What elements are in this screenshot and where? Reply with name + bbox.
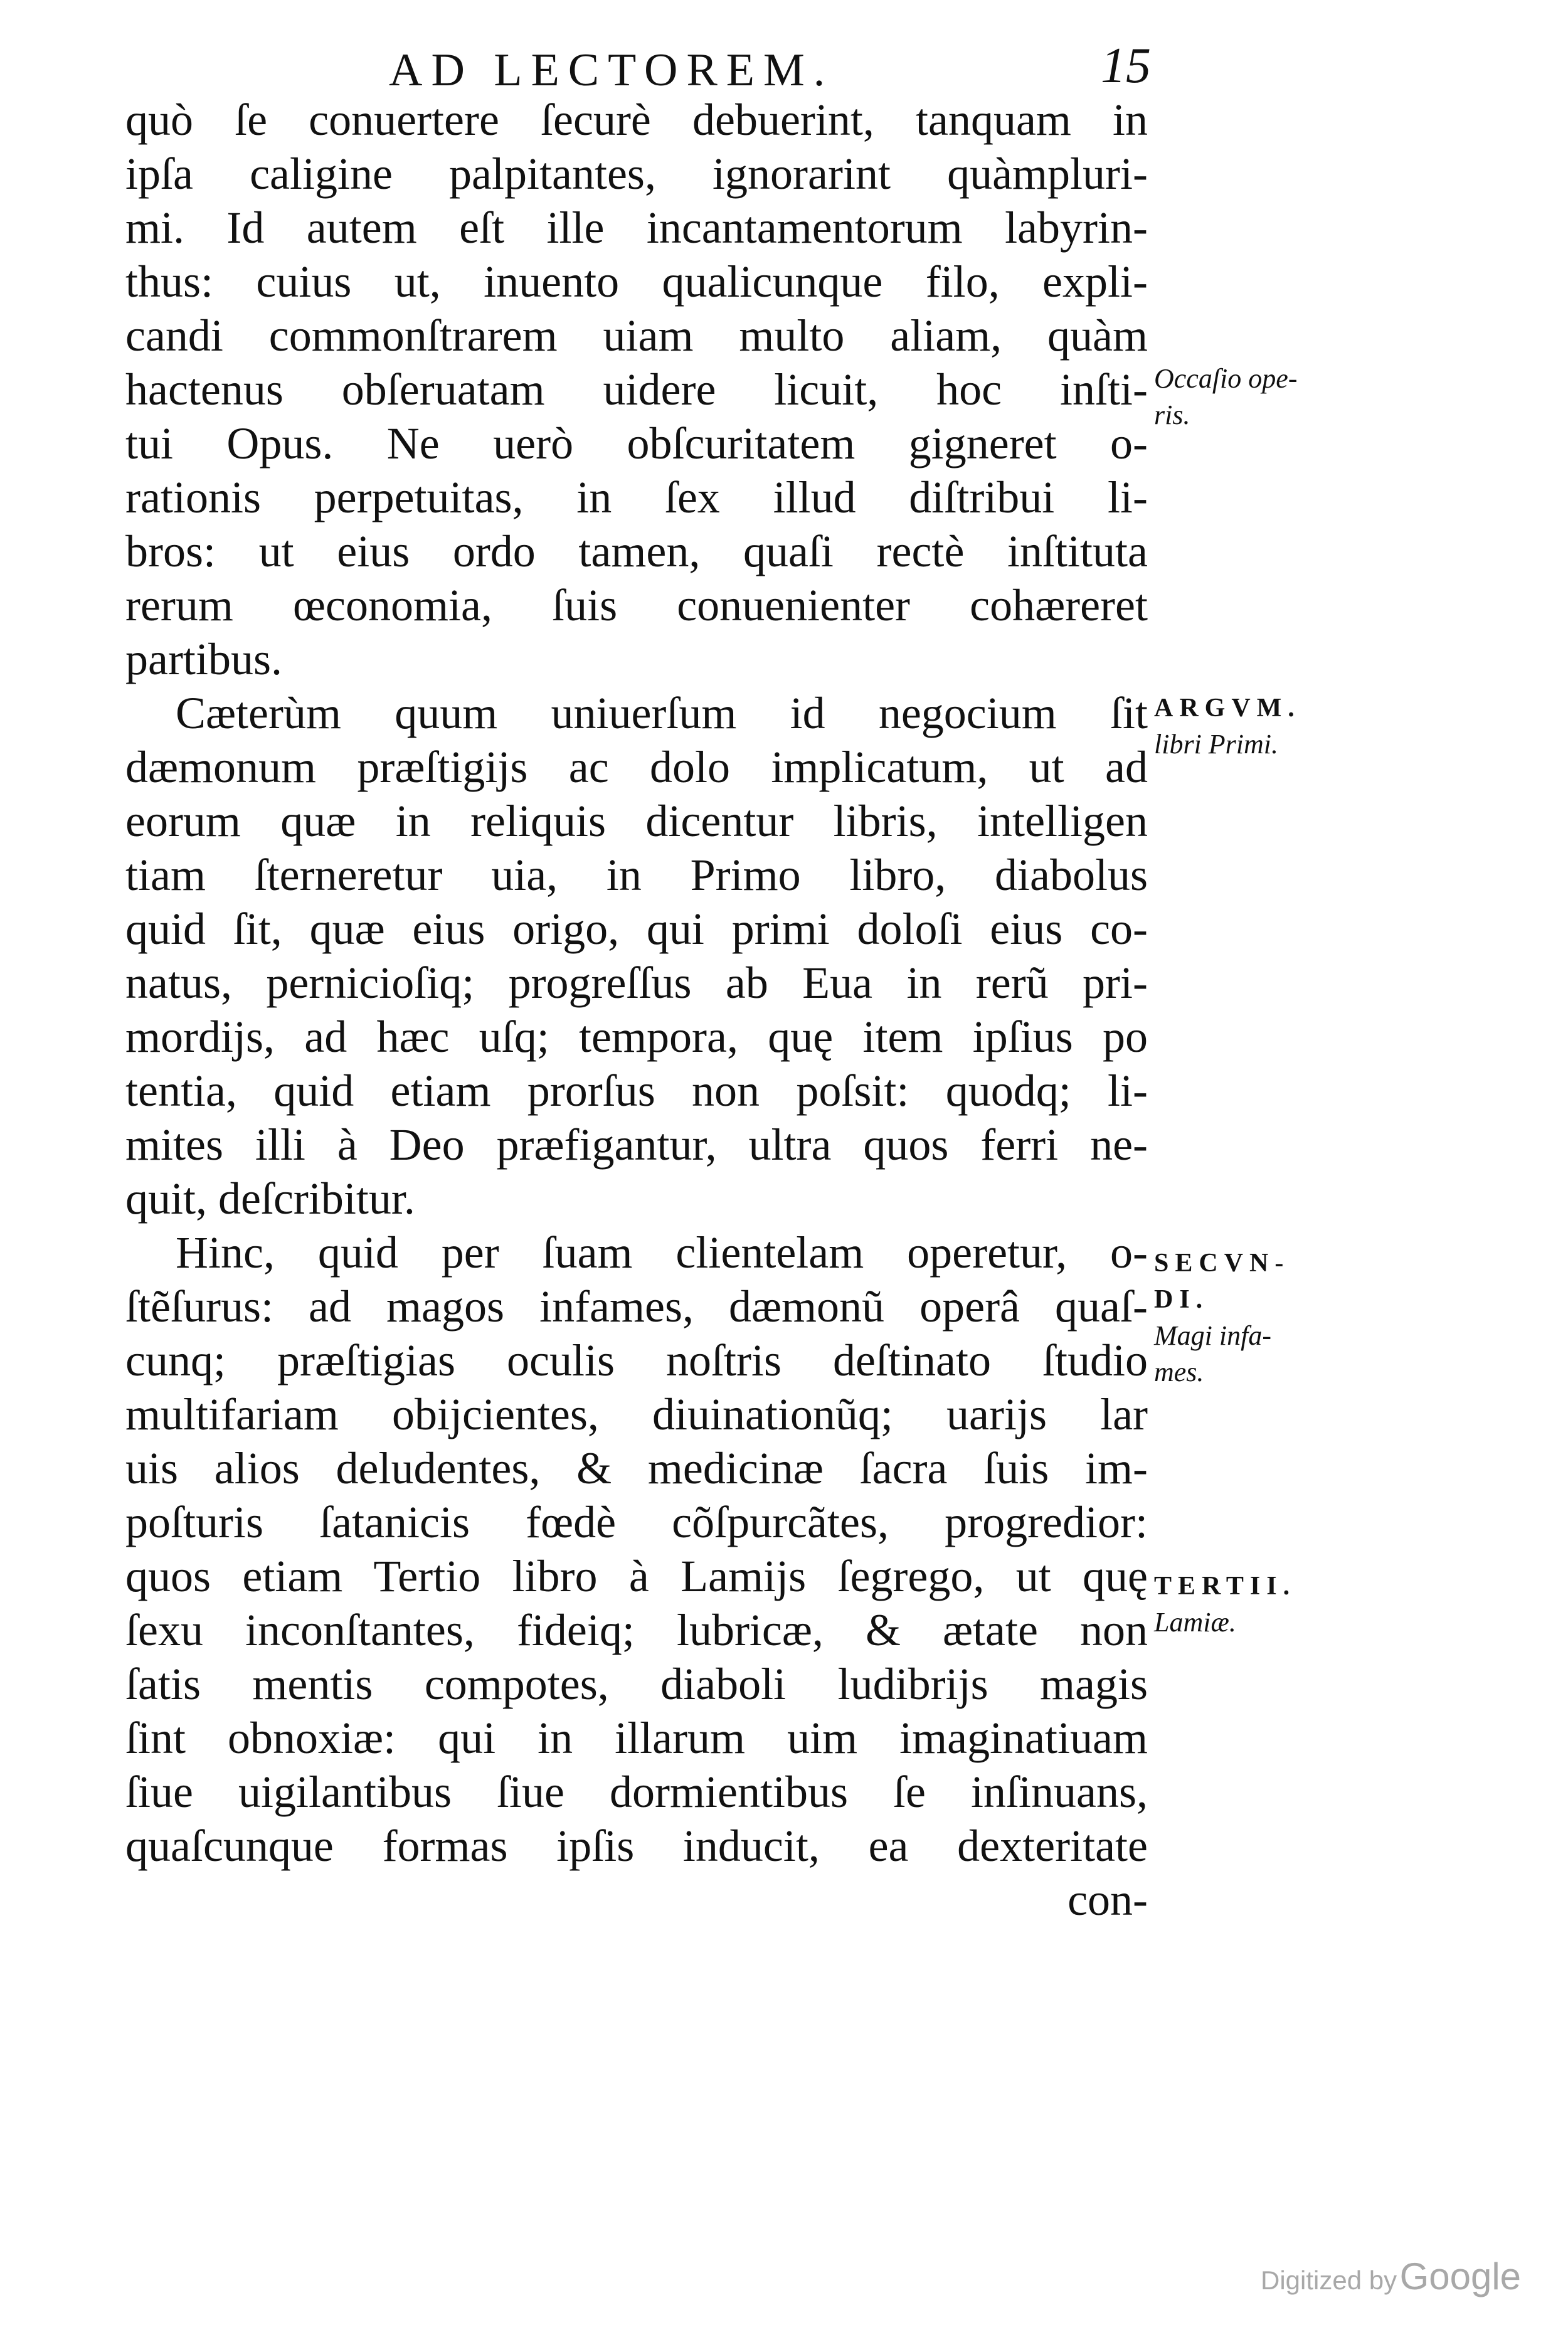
margin-note-occasio [1154, 361, 1342, 433]
margin-note-line: libri Primi. [1154, 729, 1279, 760]
text-line: mites illi à Deo præfigantur, ultra quos ferri ne- [125, 1120, 1148, 1170]
text-line: Cæterùm quum uniuerſum id negocium ſit [176, 688, 1148, 738]
text-line: bros: ut eius ordo tamen, quaſi rectè inſtituta [125, 526, 1148, 576]
text-line: quid ſit, quæ eius origo, qui primi doloſi eius co- [125, 904, 1148, 954]
text-line: ſatis mentis compotes, diaboli ludibrijs magis [125, 1659, 1148, 1709]
text-line: partibus. [125, 634, 282, 684]
text-line: quos etiam Tertio libro à Lamijs ſegrego, ut quę [125, 1551, 1148, 1601]
margin-note-line: Magi infa- [1154, 1320, 1271, 1351]
text-line: rerum œconomia, ſuis conuenienter cohæreret [125, 580, 1148, 630]
text-line: tui Opus. Ne uerò obſcuritatem gigneret o- [125, 418, 1148, 469]
text-line: uis alios deludentes, & medicinæ ſacra ſuis im- [125, 1443, 1148, 1493]
text-line: multifariam obijcientes, diuinationũq; uarijs lar [125, 1389, 1148, 1439]
running-title: AD LECTOREM. [389, 45, 834, 96]
digitized-by-google-watermark [1261, 2255, 1521, 2298]
text-line: natus, pernicioſiq; progreſſus ab Eua in rerũ pri- [125, 958, 1148, 1008]
margin-note-line: Occaſio ope- [1154, 363, 1298, 394]
text-line: ſiue uigilantibus ſiue dormientibus ſe inſinuans, [125, 1767, 1148, 1817]
text-line: rationis perpetuitas, in ſex illud diſtribui li- [125, 472, 1148, 522]
margin-note-line: Lamiæ. [1154, 1607, 1236, 1638]
watermark-prefix: Digitized by [1261, 2265, 1397, 2295]
text-line: quò ſe conuertere ſecurè debuerint, tanquam in [125, 95, 1148, 145]
watermark-brand: Google [1399, 2255, 1522, 2297]
catchword: con- [1067, 1875, 1148, 1925]
margin-note-line: ris. [1154, 400, 1190, 430]
text-line: thus: cuius ut, inuento qualicunque filo, expli- [125, 257, 1148, 307]
text-line: poſturis ſatanicis fœdè cõſpurcãtes, progredior: [125, 1497, 1148, 1547]
text-line: ſint obnoxiæ: qui in illarum uim imaginatiuam [125, 1713, 1148, 1763]
text-line: ſtẽſurus: ad magos infames, dæmonũ operâ quaſ- [125, 1281, 1148, 1332]
margin-note-heading: ARGVM. [1154, 694, 1301, 723]
margin-note-argumentum [1154, 690, 1342, 763]
margin-note-heading: DI. [1154, 1285, 1209, 1314]
text-line: ipſa caligine palpitantes, ignorarint quàmpluri- [125, 149, 1148, 199]
text-line: quit, deſcribitur. [125, 1173, 415, 1224]
margin-note-secundi [1154, 1245, 1342, 1391]
text-line: tentia, quid etiam prorſus non poſsit: quodq; li- [125, 1066, 1148, 1116]
text-line: Hinc, quid per ſuam clientelam operetur, o- [176, 1227, 1148, 1278]
margin-note-heading: SECVN- [1154, 1249, 1290, 1278]
page-number: 15 [1101, 38, 1151, 93]
margin-note-heading: TERTII. [1154, 1572, 1296, 1601]
text-line: dæmonum præſtigijs ac dolo implicatum, ut ad [125, 742, 1148, 792]
text-line: ſexu inconſtantes, fideiq; lubricæ, & ætate non [125, 1605, 1148, 1655]
text-line: candi commonſtrarem uiam multo aliam, quàm [125, 310, 1148, 361]
margin-note-tertii [1154, 1568, 1342, 1641]
body-text [125, 93, 1148, 1927]
text-line: cunq; præſtigias oculis noſtris deſtinato ſtudio [125, 1335, 1148, 1385]
text-line: quaſcunque formas ipſis inducit, ea dexteritate [125, 1821, 1148, 1871]
text-line: mordijs, ad hæc uſq; tempora, quę item ipſius po [125, 1012, 1148, 1062]
text-line: hactenus obſeruatam uidere licuit, hoc inſti- [125, 364, 1148, 415]
margin-note-line: mes. [1154, 1357, 1204, 1387]
text-line: eorum quæ in reliquis dicentur libris, intelligen [125, 796, 1148, 846]
text-line: mi. Id autem eſt ille incantamentorum labyrin- [125, 203, 1148, 253]
text-line: tiam ſterneretur uia, in Primo libro, diabolus [125, 850, 1148, 900]
